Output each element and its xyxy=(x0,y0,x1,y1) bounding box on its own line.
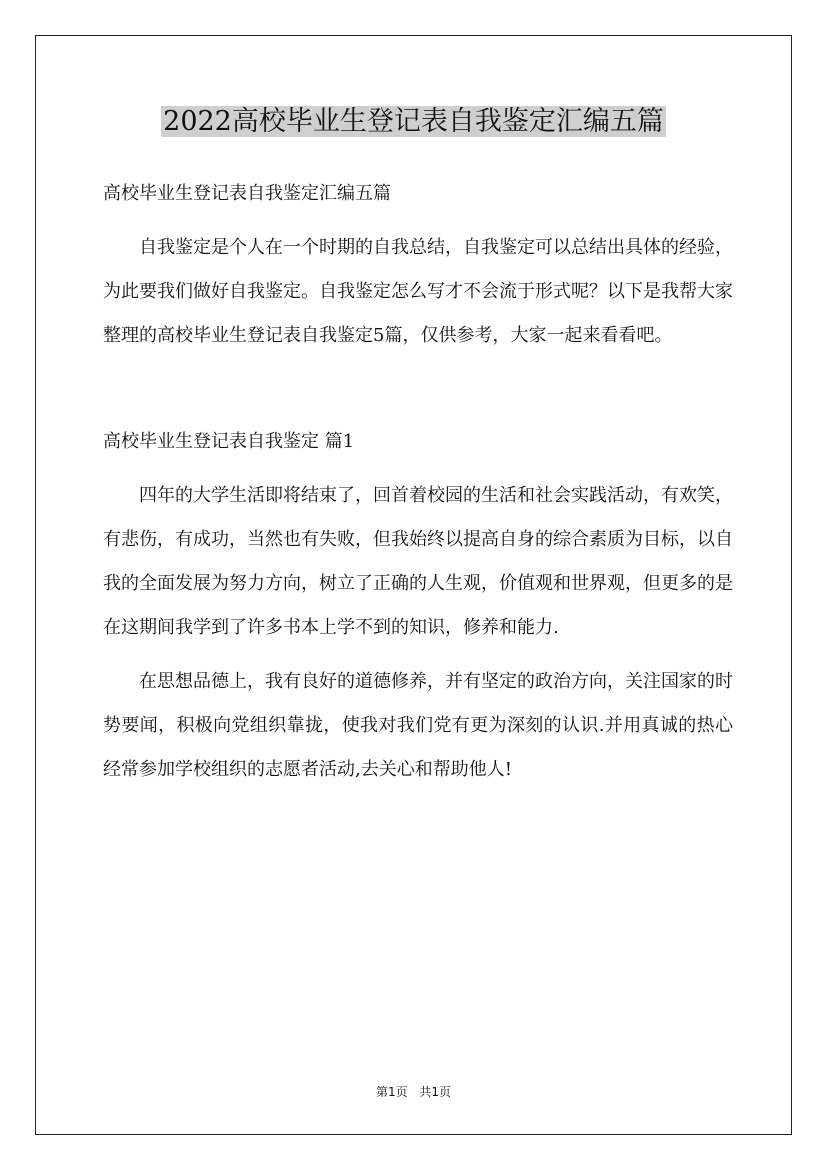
body-paragraph: 四年的大学生活即将结束了，回首着校园的生活和社会实践活动，有欢笑，有悲伤，有成功，当然也有失败，但我始终以提高自身的综合素质为目标，以自我的全面发展为努力方向，树立了正确的人生观，价值观和世界观，但更多的是在这期间我学到了许多书本上学不到的知识，修养和能力. xyxy=(103,485,733,638)
body-paragraph: 在思想品德上，我有良好的道德修养，并有坚定的政治方向，关注国家的时势要闻，积极向党组织靠拢，使我对我们党有更为深刻的认识.并用真诚的热心经常参加学校组织的志愿者活动,去关心和帮助他人! xyxy=(103,671,733,780)
document-title-text: 2022高校毕业生登记表自我鉴定汇编五篇 xyxy=(163,106,664,137)
page-total: 共1页 xyxy=(419,1085,452,1099)
section-heading: 高校毕业生登记表自我鉴定 篇1 xyxy=(103,431,355,452)
subtitle: 高校毕业生登记表自我鉴定汇编五篇 xyxy=(103,183,391,204)
page-number: 第1页 xyxy=(375,1085,408,1099)
document-body xyxy=(103,172,733,792)
document-title xyxy=(0,100,827,144)
intro-paragraph: 自我鉴定是个人在一个时期的自我总结，自我鉴定可以总结出具体的经验，为此要我们做好自我鉴定。自我鉴定怎么写才不会流于形式呢？以下是我帮大家整理的高校毕业生登记表自我鉴定5篇，仅供参考，大家一起来看看吧。 xyxy=(103,237,733,346)
page-footer xyxy=(0,1082,827,1102)
